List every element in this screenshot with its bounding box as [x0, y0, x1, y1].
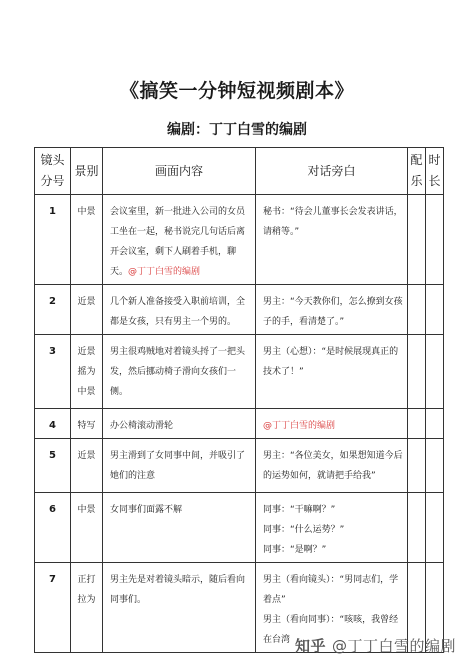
- duration-cell: [426, 493, 444, 563]
- header-shot: 景别: [71, 148, 103, 195]
- author-line: 编剧：丁丁白雪的编剧: [167, 122, 307, 138]
- duration-cell: [426, 409, 444, 439]
- scene-content: [103, 563, 256, 653]
- scene-content: [103, 285, 256, 335]
- shot-number: 4: [35, 409, 71, 439]
- music-cell: [408, 195, 426, 285]
- dialogue-content: [256, 493, 408, 563]
- author-tag: @丁丁白雪的编剧: [128, 267, 201, 277]
- duration-cell: [426, 439, 444, 493]
- table-row: [35, 195, 444, 285]
- header-num: 镜头分号: [35, 148, 71, 195]
- scene-text: 男主滑到了女同事中间，并吸引了她们的注意: [110, 451, 246, 481]
- dialogue-line: 同事：“是啊？”: [263, 545, 327, 555]
- scene-content: [103, 439, 256, 493]
- scene-text: 女同事们面露不解: [110, 505, 183, 515]
- scene-text: 办公椅滚动滑轮: [110, 421, 174, 431]
- dialogue-content: [256, 335, 408, 409]
- duration-cell: [426, 335, 444, 409]
- header-music: 配乐: [408, 148, 426, 195]
- document-title: 《搞笑一分钟短视频剧本》: [119, 80, 354, 102]
- scene-content: [103, 335, 256, 409]
- shot-number: 3: [35, 335, 71, 409]
- duration-cell: [426, 195, 444, 285]
- shot-number: 7: [35, 563, 71, 653]
- dialogue-line: 男主（看向镜头）：“男同志们，学着点”: [263, 575, 399, 605]
- table-row: [35, 409, 444, 439]
- music-cell: [408, 439, 426, 493]
- dialogue-content: [256, 409, 408, 439]
- dialogue-line: 男主（看向同事）：“咳咳，我曾经在台湾: [263, 615, 399, 645]
- scene-content: [103, 493, 256, 563]
- author-tag: @丁丁白雪的编剧: [263, 421, 336, 431]
- scene-content: [103, 195, 256, 285]
- header-duration: 时长: [426, 148, 444, 195]
- header-scene: 画面内容: [103, 148, 256, 195]
- header-dialogue: 对话旁白: [256, 148, 408, 195]
- duration-cell: [426, 285, 444, 335]
- scene-text: 会议室里，新一批进入公司的女员工坐在一起，秘书说完几句话后离开会议室，剩下人刷着手机，聊天。: [110, 207, 246, 277]
- table-row: [35, 439, 444, 493]
- shot-number: 2: [35, 285, 71, 335]
- shot-type: 近景: [71, 439, 103, 493]
- dialogue-content: [256, 285, 408, 335]
- scene-text: 男主先是对着镜头暗示，随后看向同事们。: [110, 575, 246, 605]
- dialogue-line: 秘书：“待会儿董事长会发表讲话，请稍等。”: [263, 207, 403, 237]
- scene-content: [103, 409, 256, 439]
- music-cell: [408, 335, 426, 409]
- table-row: [35, 335, 444, 409]
- dialogue-content: [256, 439, 408, 493]
- watermark-handle: @丁丁白雪的编剧: [331, 637, 456, 655]
- dialogue-line: 同事：“干嘛啊？”: [263, 505, 336, 515]
- zhihu-watermark: [295, 635, 456, 656]
- script-table: [34, 147, 444, 653]
- shot-type: 正打拉为: [71, 563, 103, 653]
- shot-type: 中景: [71, 493, 103, 563]
- dialogue-line: 男主：“今天教你们，怎么撩到女孩子的手，看清楚了。”: [263, 297, 403, 327]
- table-row: [35, 493, 444, 563]
- shot-number: 6: [35, 493, 71, 563]
- shot-type: 中景: [71, 195, 103, 285]
- dialogue-content: [256, 195, 408, 285]
- scene-text: 几个新人准备接受入职前培训，全都是女孩，只有男主一个男的。: [110, 297, 246, 327]
- music-cell: [408, 409, 426, 439]
- music-cell: [408, 285, 426, 335]
- dialogue-line: 男主（心想）：“是时候展现真正的技术了！”: [263, 347, 399, 377]
- scene-text: 男主很鸡贼地对着镜头捋了一把头发，然后挪动椅子滑向女孩们一侧。: [110, 347, 246, 397]
- zhihu-logo: 知乎: [294, 637, 326, 655]
- table-row: [35, 285, 444, 335]
- shot-type: 近景摇为中景: [71, 335, 103, 409]
- shot-number: 5: [35, 439, 71, 493]
- shot-number: 1: [35, 195, 71, 285]
- table-header-row: [35, 148, 444, 195]
- dialogue-line: 同事：“什么运势？”: [263, 525, 345, 535]
- dialogue-line: 男主：“各位美女，如果想知道今后的运势如何，就请把手给我”: [263, 451, 403, 481]
- shot-type: 特写: [71, 409, 103, 439]
- music-cell: [408, 493, 426, 563]
- shot-type: 近景: [71, 285, 103, 335]
